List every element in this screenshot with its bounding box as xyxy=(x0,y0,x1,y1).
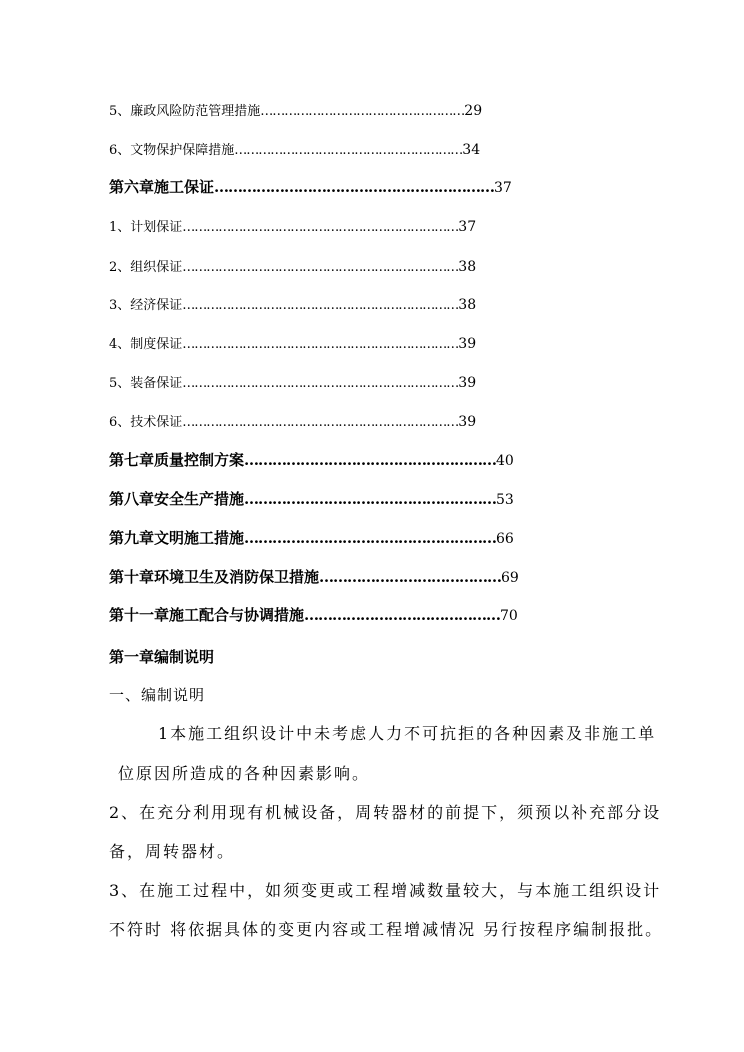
toc-leader: ………………………………… xyxy=(319,568,502,586)
toc-leader: …………………………………… xyxy=(304,606,501,624)
toc-label: 6、技术保证 xyxy=(109,415,183,430)
paragraph-line: 1本施工组织设计中未考虑人力不可抗拒的各种因素及非施工单 xyxy=(158,724,657,743)
toc-label: 第九章文明施工措施 xyxy=(109,529,245,547)
toc-entry[interactable] xyxy=(109,256,476,275)
toc-page-number: 39 xyxy=(458,414,477,430)
chapter-heading: 第一章编制说明 xyxy=(109,648,215,666)
toc-leader: …………………………………………………………… xyxy=(182,376,459,391)
paragraph-line: 3、在施工过程中，如须变更或工程增减数量较大，与本施工组织设计 xyxy=(109,881,662,900)
toc-entry[interactable] xyxy=(109,333,476,352)
toc-page-number: 38 xyxy=(458,259,477,275)
toc-entry[interactable] xyxy=(109,372,476,391)
toc-entry[interactable] xyxy=(109,604,518,625)
toc-entry[interactable] xyxy=(109,566,519,587)
toc-entry[interactable] xyxy=(109,176,512,197)
toc-entry[interactable] xyxy=(109,216,476,235)
toc-page-number: 70 xyxy=(500,608,518,624)
toc-page-number: 29 xyxy=(464,103,483,119)
paragraph-line: 位原因所造成的各种因素影响。 xyxy=(118,764,371,783)
section-heading: 一、编制说明 xyxy=(109,686,206,704)
toc-label: 5、装备保证 xyxy=(109,376,183,391)
toc-page-number: 69 xyxy=(501,570,519,586)
toc-label: 2、组织保证 xyxy=(109,260,183,275)
toc-leader: …………………………………………………………… xyxy=(182,298,459,313)
toc-leader: …………………………………………………………… xyxy=(182,337,459,352)
toc-label: 第十一章施工配合与协调措施 xyxy=(109,606,305,624)
toc-page-number: 53 xyxy=(496,492,514,508)
paragraph-line: 不符时 将依据具体的变更内容或工程增减情况 另行按程序编制报批。 xyxy=(109,920,664,939)
toc-label: 第八章安全生产措施 xyxy=(109,490,245,508)
toc-page-number: 37 xyxy=(494,180,512,196)
toc-entry[interactable] xyxy=(109,100,482,119)
toc-label: 第七章质量控制方案 xyxy=(109,451,245,469)
toc-entry[interactable] xyxy=(109,488,514,509)
paragraph-line: 2、在充分利用现有机械设备，周转器材的前提下，须预以补充部分设 xyxy=(109,803,662,822)
toc-page-number: 38 xyxy=(458,297,477,313)
toc-leader: …………………………………………………………… xyxy=(182,415,459,430)
toc-leader: …………………………………………… xyxy=(260,104,465,119)
toc-leader: ……………………………………………… xyxy=(244,529,497,547)
toc-label: 5、廉政风险防范管理措施 xyxy=(109,104,261,119)
toc-page-number: 39 xyxy=(458,336,477,352)
toc-page-number: 39 xyxy=(458,375,477,391)
paragraph-line: 备，周转器材。 xyxy=(109,842,236,861)
toc-leader: …………………………………………………… xyxy=(214,178,495,196)
toc-page-number: 37 xyxy=(458,219,477,235)
toc-page-number: 34 xyxy=(462,142,481,158)
toc-label: 3、经济保证 xyxy=(109,298,183,313)
toc-label: 4、制度保证 xyxy=(109,337,183,352)
toc-leader: ……………………………………………… xyxy=(244,490,497,508)
toc-label: 第六章施工保证 xyxy=(109,178,215,196)
toc-label: 1、计划保证 xyxy=(109,220,183,235)
toc-entry[interactable] xyxy=(109,139,480,158)
toc-leader: …………………………………………………………… xyxy=(182,220,459,235)
toc-label: 6、文物保护保障措施 xyxy=(109,143,235,158)
toc-leader: ……………………………………………… xyxy=(244,451,497,469)
toc-entry[interactable] xyxy=(109,527,514,548)
toc-page-number: 66 xyxy=(496,531,514,547)
toc-entry[interactable] xyxy=(109,294,476,313)
toc-entry[interactable] xyxy=(109,449,514,470)
toc-leader: …………………………………………………………… xyxy=(182,260,459,275)
toc-entry[interactable] xyxy=(109,411,476,430)
toc-leader: ………………………………………………… xyxy=(234,143,463,158)
toc-label: 第十章环境卫生及消防保卫措施 xyxy=(109,568,320,586)
toc-page-number: 40 xyxy=(496,453,514,469)
